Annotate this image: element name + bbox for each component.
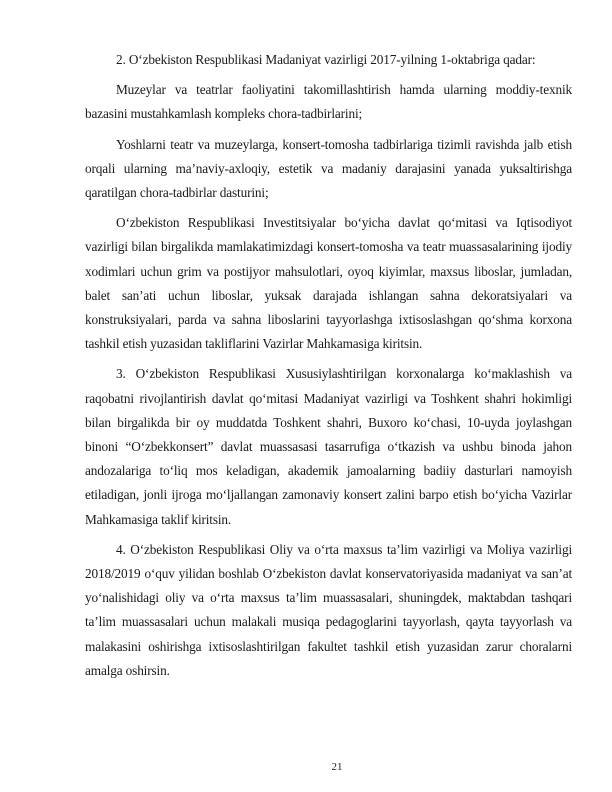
- paragraph-item-2-deadline: 2. O‘zbekiston Respublikasi Madaniyat vazirligi 2017-yilning 1-oktabriga qadar:: [116, 52, 536, 67]
- paragraph-museums-theatres: Muzeylar va teatrlar faoliyatini takomillashtirish hamda ularning moddiy-texnik bazasini mustahkamlash kompleks chora-tadbirlarini;: [85, 82, 572, 122]
- page-number: 21: [331, 761, 343, 773]
- paragraph-youth-program: Yoshlarni teatr va muzeylarga, konsert-tomosha tadbirlariga tizimli ravishda jalb etish orqali ularning ma’naviy-axloqiy, estetik va madaniy darajasini yanada yuksaltirishga qaratilgan chora-tadbirlar dasturini;: [85, 136, 572, 201]
- paragraph-item-3-concert-hall: 3. O‘zbekiston Respublikasi Xususiylashtirilgan korxonalarga ko‘maklashish va raqobatni rivojlantirish davlat qo‘mitasi Madaniyat vazirligi va Toshkent shahri hokimligi bilan birgalikda bir oy muddatda Toshkent shahri, Buxoro ko‘chasi, 10-uyda joylashgan binoni “O‘zbekkonsert” davlat muassasasi tasarrufiga o‘tkazish va ushbu binoda jahon andozalariga to‘liq mos keladigan, akademik jamoalarning badiiy dasturlari namoyish etiladigan, jonli ijroga mo‘ljallangan zamonaviy konsert zalini barpo etish bo‘yicha Vazirlar Mahkamasiga taklif kiritsin.: [85, 366, 572, 527]
- paragraph-joint-venture: O‘zbekiston Respublikasi Investitsiyalar bo‘yicha davlat qo‘mitasi va Iqtisodiyot vazirligi bilan birgalikda mamlakatimizdagi konsert-tomosha va teatr muassasalarining ijodiy xodimlari uchun grim va postijyor mahsulotlari, oyoq kiyimlar, maxsus liboslar, jumladan, balet san’ati uchun liboslar, yuksak darajada ishlangan sahna dekoratsiyalari va konstruksiyalari, parda va sahna liboslarini tayyorlashga ixtisoslashgan qo‘shma korxona tashkil etish yuzasidan takliflarini Vazirlar Mahkamasiga kiritsin.: [85, 215, 572, 352]
- paragraph-item-4-faculty: 4. O‘zbekiston Respublikasi Oliy va o‘rta maxsus ta’lim vazirligi va Moliya vazirligi 2018/2019 o‘quv yilidan boshlab O‘zbekiston davlat konservatoriyasida madaniyat va san’at yo‘nalishidagi oliy va o‘rta maxsus ta’lim muassasalari, shuningdek, maktabdan tashqari ta’lim muassasalari uchun malakali musiqa pedagoglarini tayyorlash, qayta tayyorlash va malakasini oshirishga ixtisoslashtirilgan fakultet tashkil etish yuzasidan zarur choralarni amalga oshirsin.: [85, 541, 572, 678]
- document-page: [85, 48, 572, 689]
